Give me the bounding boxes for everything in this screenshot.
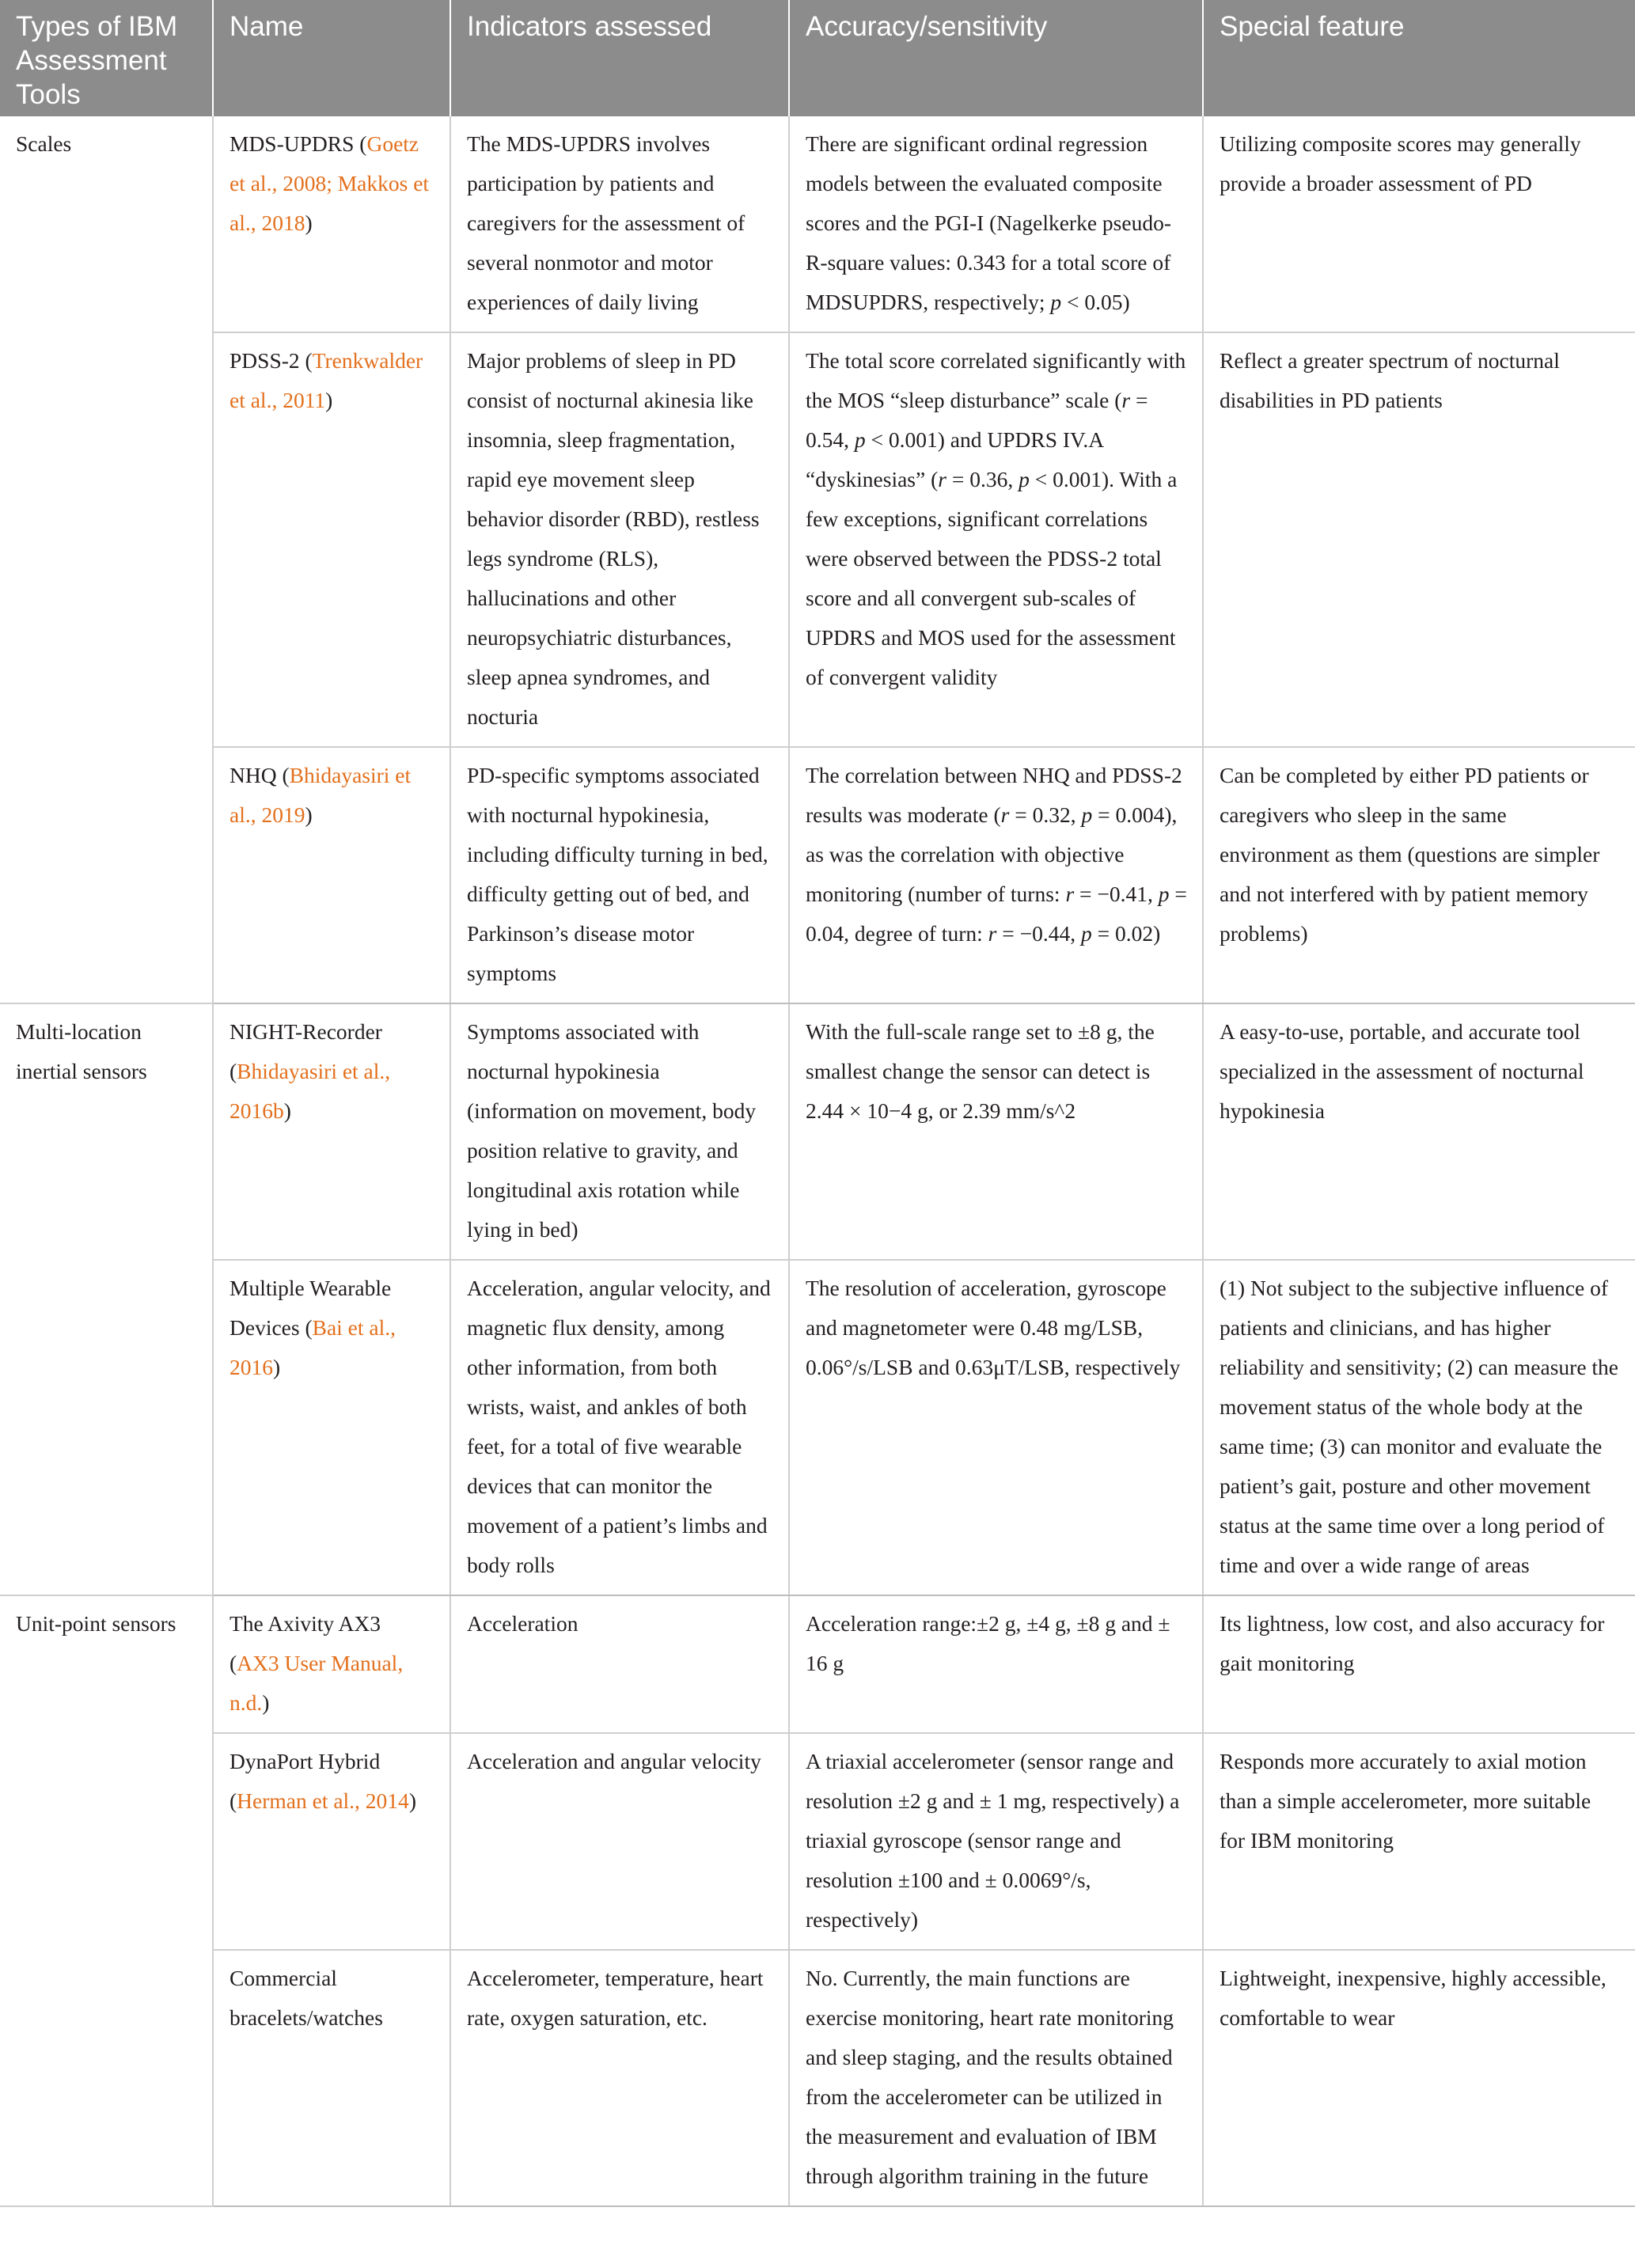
tool-name: NHQ (	[230, 763, 290, 787]
header-name: Name	[213, 0, 450, 116]
reference-link[interactable]: Goetz et al., 2008; Makkos et al., 2018	[230, 131, 430, 235]
cell-tool-type: Multi-location inertial sensors	[0, 1003, 213, 1595]
cell-accuracy: The resolution of acceleration, gyroscope and magnetometer were 0.48 mg/LSB, 0.06°/s/LSB and 0.63μT/LSB, respectively	[789, 1260, 1203, 1595]
table-row	[0, 1003, 1635, 1260]
cell-indicators: Acceleration, angular velocity, and magnetic flux density, among other information, from both wrists, waist, and ankles of both feet, for a total of five wearable devices that can monitor the movement of a patient’s limbs and body rolls	[450, 1260, 789, 1595]
tool-name-end: )	[273, 1355, 281, 1379]
cell-accuracy: No. Currently, the main functions are exercise monitoring, heart rate monitoring and sleep staging, and the results obtained from the accelerometer can be utilized in the measurement and evaluation of IBM through algorithm training in the future	[789, 1950, 1203, 2206]
cell-indicators: Acceleration	[450, 1595, 789, 1733]
cell-name	[213, 116, 450, 332]
tool-name-end: )	[325, 388, 333, 412]
cell-accuracy: A triaxial accelerometer (sensor range and resolution ±2 g and ± 1 mg, respectively) a triaxial gyroscope (sensor range and resolution ±100 and ± 0.0069°/s, respectively)	[789, 1733, 1203, 1950]
tool-name: NIGHT-Recorder (	[230, 1019, 382, 1083]
reference-link[interactable]: Trenkwalder et al., 2011	[230, 348, 423, 412]
cell-tool-type: Unit-point sensors	[0, 1595, 213, 2206]
header-type: Types of IBM Assessment Tools	[0, 0, 213, 116]
table-row	[0, 747, 1635, 1003]
cell-accuracy: The correlation between NHQ and PDSS-2 results was moderate (r = 0.32, p = 0.004), as was the correlation with objective monitoring (number of turns: r = −0.41, p = 0.04, degree of turn: r = −0.44, p = 0.02)	[789, 747, 1203, 1003]
cell-indicators: Symptoms associated with nocturnal hypokinesia (information on movement, body position relative to gravity, and longitudinal axis rotation while lying in bed)	[450, 1003, 789, 1260]
cell-name	[213, 747, 450, 1003]
tool-name: The Axivity AX3 (	[230, 1611, 381, 1675]
tool-name: Multiple Wearable Devices (	[230, 1276, 392, 1340]
cell-indicators: Major problems of sleep in PD consist of nocturnal akinesia like insomnia, sleep fragmentation, rapid eye movement sleep behavior disorder (RBD), restless legs syndrome (RLS), hallucinations and other neuropsychiatric disturbances, sleep apnea syndromes, and nocturia	[450, 332, 789, 747]
table-body	[0, 116, 1635, 2206]
cell-accuracy: Acceleration range:±2 g, ±4 g, ±8 g and ± 16 g	[789, 1595, 1203, 1733]
header-feature: Special feature	[1203, 0, 1635, 116]
cell-feature: Can be completed by either PD patients or caregivers who sleep in the same environment as them (questions are simpler and not interfered with by patient memory problems)	[1203, 747, 1635, 1003]
reference-link[interactable]: Bai et al., 2016	[230, 1315, 396, 1379]
header-accuracy: Accuracy/sensitivity	[789, 0, 1203, 116]
tool-name-end: )	[305, 210, 313, 235]
reference-link[interactable]: Bhidayasiri et al., 2016b	[230, 1059, 391, 1123]
reference-link[interactable]: Herman et al., 2014	[237, 1788, 409, 1813]
cell-feature: Its lightness, low cost, and also accuracy for gait monitoring	[1203, 1595, 1635, 1733]
cell-accuracy: The total score correlated significantly with the MOS “sleep disturbance” scale (r = 0.54, p < 0.001) and UPDRS IV.A “dyskinesias” (r = 0.36, p < 0.001). With a few exceptions, significant correlations were observed between the PDSS-2 total score and all convergent sub-scales of UPDRS and MOS used for the assessment of convergent validity	[789, 332, 1203, 747]
cell-indicators: The MDS-UPDRS involves participation by patients and caregivers for the assessment of several nonmotor and motor experiences of daily living	[450, 116, 789, 332]
cell-feature: Responds more accurately to axial motion than a simple accelerometer, more suitable for IBM monitoring	[1203, 1733, 1635, 1950]
cell-name	[213, 1260, 450, 1595]
header-row	[0, 0, 1635, 116]
cell-indicators: PD-specific symptoms associated with nocturnal hypokinesia, including difficulty turning in bed, difficulty getting out of bed, and Parkinson’s disease motor symptoms	[450, 747, 789, 1003]
cell-name	[213, 1733, 450, 1950]
cell-tool-type: Scales	[0, 116, 213, 1003]
tool-name-end: )	[262, 1690, 270, 1715]
table-row	[0, 1260, 1635, 1595]
tool-name: DynaPort Hybrid (	[230, 1749, 381, 1813]
tool-name-end: )	[283, 1098, 291, 1123]
table-row	[0, 1733, 1635, 1950]
cell-feature: A easy-to-use, portable, and accurate tool specialized in the assessment of nocturnal hypokinesia	[1203, 1003, 1635, 1260]
cell-feature: (1) Not subject to the subjective influence of patients and clinicians, and has higher reliability and sensitivity; (2) can measure the movement status of the whole body at the same time; (3) can monitor and evaluate the patient’s gait, posture and other movement status at the same time over a long period of time and over a wide range of areas	[1203, 1260, 1635, 1595]
tool-name-end: )	[305, 802, 313, 827]
cell-feature: Utilizing composite scores may generally provide a broader assessment of PD	[1203, 116, 1635, 332]
cell-name	[213, 1003, 450, 1260]
table-row	[0, 332, 1635, 747]
tool-name: PDSS-2 (	[230, 348, 313, 373]
tool-name: Commercial bracelets/watches	[230, 1966, 383, 2030]
cell-indicators: Acceleration and angular velocity	[450, 1733, 789, 1950]
cell-feature: Reflect a greater spectrum of nocturnal disabilities in PD patients	[1203, 332, 1635, 747]
table-row	[0, 1950, 1635, 2206]
cell-feature: Lightweight, inexpensive, highly accessible, comfortable to wear	[1203, 1950, 1635, 2206]
tool-name-end: )	[408, 1788, 416, 1813]
cell-name	[213, 1595, 450, 1733]
table-row	[0, 116, 1635, 332]
cell-name	[213, 332, 450, 747]
cell-name	[213, 1950, 450, 2206]
reference-link[interactable]: Bhidayasiri et al., 2019	[230, 763, 412, 827]
table-row	[0, 1595, 1635, 1733]
tool-name: MDS-UPDRS (	[230, 131, 367, 156]
cell-indicators: Accelerometer, temperature, heart rate, oxygen saturation, etc.	[450, 1950, 789, 2206]
cell-accuracy: There are significant ordinal regression models between the evaluated composite scores and the PGI-I (Nagelkerke pseudo-R-square values: 0.343 for a total score of MDSUPDRS, respectively; p < 0.05)	[789, 116, 1203, 332]
reference-link[interactable]: AX3 User Manual, n.d.	[230, 1651, 404, 1715]
header-indicators: Indicators assessed	[450, 0, 789, 116]
cell-accuracy: With the full-scale range set to ±8 g, the smallest change the sensor can detect is 2.44 × 10−4 g, or 2.39 mm/s^2	[789, 1003, 1203, 1260]
